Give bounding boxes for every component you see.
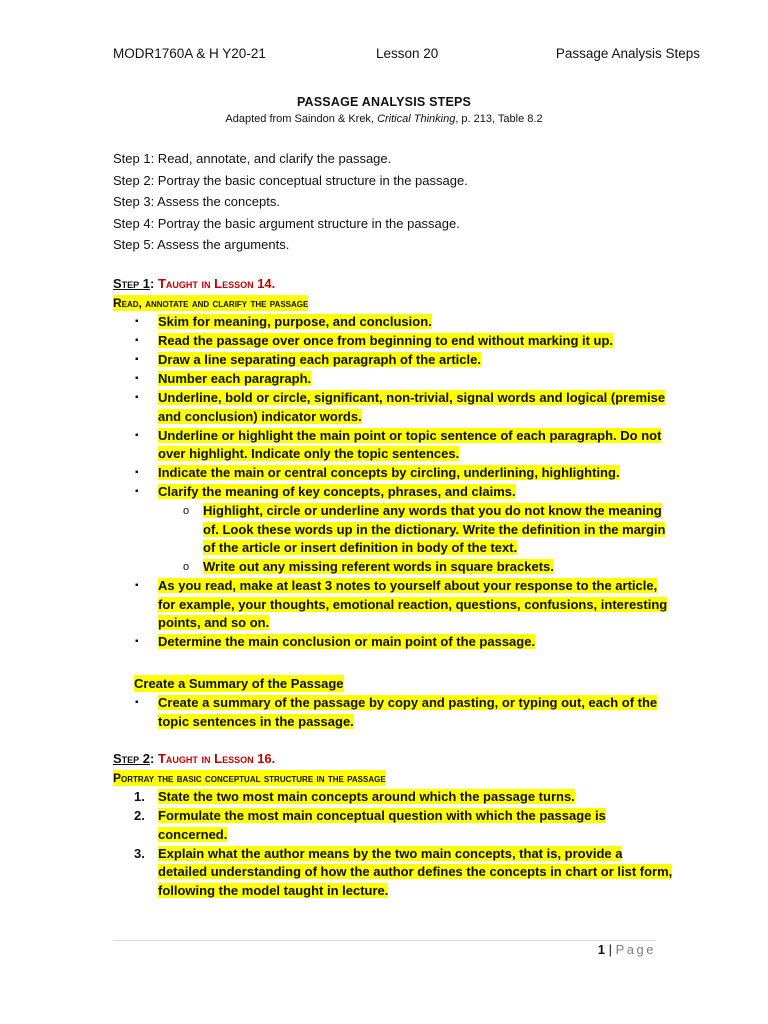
page-word: Page [615,942,656,957]
page-number: 1 [597,942,605,957]
list-item-text: Highlight, circle or underline any words that you do not know the meaning of. Look these words up in the dictionary. Write the definition in the margin of the article or insert definition in body of the text. [203,503,666,556]
steps-overview [113,148,468,256]
list-item-text: Explain what the author means by the two main concepts, that is, provide a detailed understanding of how the author defines the concepts in chart or list form, following the model taught in lecture. [158,845,673,898]
bullet-marker: ▪ [135,467,139,479]
list-item [113,370,673,389]
list-item-text: Underline or highlight the main point or topic sentence of each paragraph. Do not over highlight. Indicate only the topic sentences. [158,427,662,462]
subtitle-book: Critical Thinking [377,113,456,125]
bullet-marker: ▪ [135,372,139,384]
list-item-text: Underline, bold or circle, significant, non-trivial, signal words and logical (premise and conclusion) indicator words. [158,389,666,424]
list-item-text: As you read, make at least 3 notes to yourself about your response to the article, for example, your thoughts, emotional reaction, questions, confusions, interesting points, and so on. [158,578,668,631]
subtitle-prefix: Adapted from Saindon & Krek, [225,113,378,125]
sub-list-item [113,558,673,577]
step2-numbered-list [113,788,673,901]
list-item [113,577,673,633]
list-item-text: Number each paragraph. [158,370,312,386]
list-item-text: State the two most main concepts around which the passage turns. [158,789,575,804]
step2-subheading: Portray the basic conceptual structure in the passage [113,771,386,785]
header-lesson: Lesson 20 [376,46,439,61]
list-item [113,351,673,370]
number-marker: 1. [134,789,145,804]
bullet-marker: ▪ [135,697,139,708]
document-subtitle [0,113,768,125]
footer-divider [113,940,656,941]
sub-list-item [113,502,673,558]
numbered-item [113,807,673,844]
list-item [113,389,673,426]
summary-heading: Create a Summary of the Passage [134,676,344,691]
footer-separator: | [608,942,612,957]
bullet-marker: ▪ [135,429,139,441]
list-item [113,427,673,464]
list-item-text: Create a summary of the passage by copy and pasting, or typing out, each of the topic sentences in the passage. [158,695,658,729]
list-item-text: Clarify the meaning of key concepts, phrases, and claims. [158,484,516,500]
step1-label: Step 1 [113,276,151,291]
list-item-text: Skim for meaning, purpose, and conclusion. [158,314,432,329]
number-marker: 3. [134,845,145,861]
step1-subheading: Read, annotate and clarify the passage [113,296,309,310]
list-item-text: Write out any missing referent words in square brackets. [203,559,554,575]
overview-step: Step 5: Assess the arguments. [113,237,290,253]
numbered-item [113,845,673,901]
list-item-text: Indicate the main or central concepts by circling, underlining, highlighting. [158,465,620,481]
page-header [113,46,700,66]
overview-step: Step 3: Assess the concepts. [113,194,280,210]
overview-step: Step 1: Read, annotate, and clarify the passage. [113,151,392,166]
list-item [113,332,673,351]
header-course: MODR1760A & H Y20-21 [113,46,266,61]
numbered-item [113,788,673,807]
step2-taught: Taught in Lesson 16. [157,751,276,766]
list-item [113,313,673,332]
summary-bullet-list [113,694,673,732]
step2-label: Step 2 [113,751,151,766]
list-item-text: Draw a line separating each paragraph of the article. [158,351,481,367]
step2-heading: Step 2: Taught in Lesson 16. [113,751,276,766]
header-topic: Passage Analysis Steps [555,46,700,61]
bullet-marker: ▪ [135,316,139,327]
step1-heading: Step 1: Taught in Lesson 14. [113,276,276,291]
sub-bullet-marker: o [183,505,190,518]
list-item [113,694,673,731]
bullet-marker: ▪ [135,353,139,365]
overview-step: Step 4: Portray the basic argument structure in the passage. [113,215,460,231]
number-marker: 2. [134,807,145,823]
list-item [113,633,673,652]
sub-bullet-marker: o [183,561,190,574]
step1-taught: Taught in Lesson 14. [157,276,276,291]
page-footer [598,942,656,957]
subtitle-suffix: , p. 213, Table 8.2 [455,113,543,125]
list-item-text: Read the passage over once from beginning to end without marking it up. [158,332,614,348]
bullet-marker: ▪ [135,334,139,346]
bullet-marker: ▪ [135,486,139,498]
bullet-marker: ▪ [135,636,139,648]
bullet-marker: ▪ [135,391,139,403]
list-item [113,464,673,483]
step1-bullet-list [113,313,673,652]
list-item [113,483,673,502]
overview-step: Step 2: Portray the basic conceptual structure in the passage. [113,172,468,188]
bullet-marker: ▪ [135,580,139,592]
list-item-text: Formulate the most main conceptual question with which the passage is concerned. [158,807,606,842]
document-title: PASSAGE ANALYSIS STEPS [296,95,472,109]
list-item-text: Determine the main conclusion or main point of the passage. [158,634,536,650]
